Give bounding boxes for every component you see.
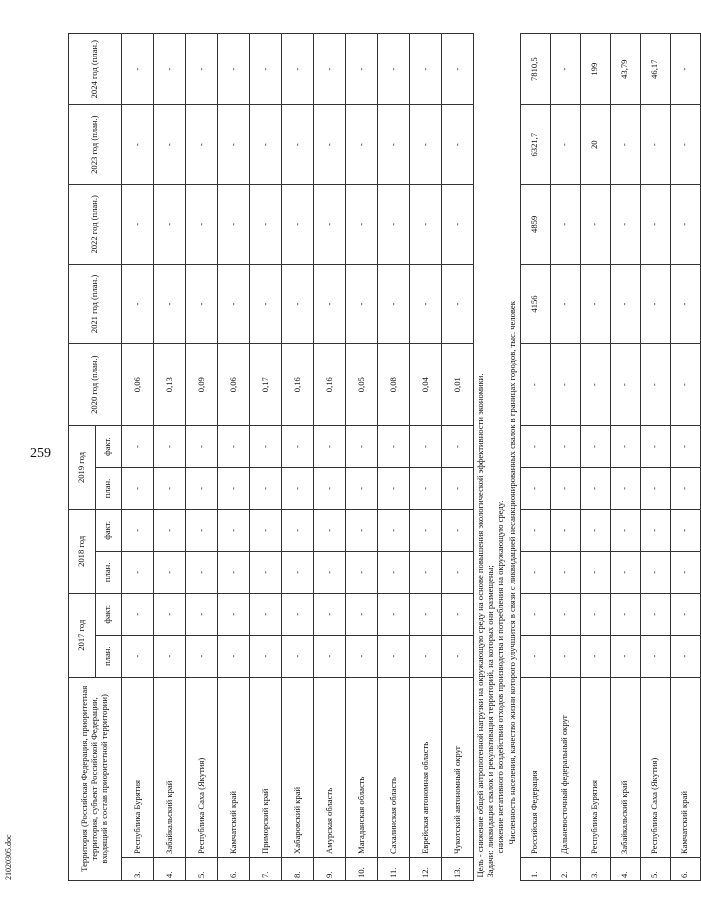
fact-header: факт. (95, 593, 122, 635)
value-cell: - (580, 593, 610, 635)
tasks-text-1: Задачи: ликвидация свалок и рекультивация территорий, на которых они размещены; (484, 565, 495, 878)
value-cell: - (610, 344, 640, 426)
table-row (186, 34, 218, 881)
table-row (282, 34, 314, 881)
value-cell: - (550, 426, 580, 468)
value-cell: - (282, 264, 314, 344)
value-cell: - (640, 105, 670, 185)
value-cell: - (122, 426, 154, 468)
value-cell: - (670, 264, 700, 344)
row-number: 9. (314, 857, 346, 880)
goal-text: Цель - снижение общей антропогенной нагрузки на окружающую среду на основе повышения экологической эффективности экономики. (475, 373, 485, 878)
value-cell: - (282, 185, 314, 265)
row-number: 10. (346, 857, 378, 880)
value-cell: - (250, 185, 282, 265)
value-cell: - (610, 264, 640, 344)
value-cell: - (346, 509, 378, 551)
value-cell: 20 (580, 105, 610, 185)
value-cell: - (580, 509, 610, 551)
value-cell: - (670, 635, 700, 677)
table-row (520, 34, 550, 881)
value-cell: 0,09 (186, 344, 218, 426)
value-cell: - (670, 593, 700, 635)
value-cell: - (186, 105, 218, 185)
value-cell: - (550, 593, 580, 635)
table-row (580, 34, 610, 881)
value-cell: - (410, 185, 442, 265)
year-2019-header: 2019 год (69, 426, 96, 510)
row-number: 1. (520, 857, 550, 880)
value-cell: - (670, 185, 700, 265)
value-cell: - (250, 635, 282, 677)
value-cell: - (250, 105, 282, 185)
value-cell: - (442, 34, 474, 105)
data-table (68, 33, 701, 881)
value-cell: - (640, 593, 670, 635)
value-cell: - (186, 593, 218, 635)
value-cell: - (314, 468, 346, 510)
table-row (610, 34, 640, 881)
value-cell: - (670, 468, 700, 510)
value-cell: - (314, 551, 346, 593)
value-cell: - (550, 105, 580, 185)
row-number: 5. (640, 857, 670, 880)
value-cell: - (378, 468, 410, 510)
value-cell: - (218, 509, 250, 551)
value-cell: - (282, 593, 314, 635)
value-cell: - (378, 635, 410, 677)
row-number: 3. (580, 857, 610, 880)
row-number: 7. (250, 857, 282, 880)
value-cell: - (670, 509, 700, 551)
value-cell: - (670, 426, 700, 468)
value-cell: - (346, 426, 378, 468)
value-cell: - (346, 34, 378, 105)
plan-header: план. (95, 468, 122, 510)
footer-filename: 21020305.doc (4, 834, 13, 880)
value-cell: - (282, 34, 314, 105)
territory-name: Республика Бурятия (580, 677, 610, 857)
plan-header: план. (95, 551, 122, 593)
value-cell: - (550, 551, 580, 593)
value-cell: - (640, 635, 670, 677)
goal-row (474, 34, 506, 881)
value-cell: - (346, 593, 378, 635)
value-cell: - (122, 593, 154, 635)
value-cell: - (154, 264, 186, 344)
value-cell: - (122, 509, 154, 551)
value-cell: - (442, 105, 474, 185)
value-cell: - (670, 344, 700, 426)
territory-name: Приморский край (250, 677, 282, 857)
table-row (154, 34, 186, 881)
value-cell: - (314, 635, 346, 677)
value-cell: - (442, 593, 474, 635)
territory-name: Чукотский автономный округ (442, 677, 474, 857)
territory-name: Еврейская автономная область (410, 677, 442, 857)
value-cell: - (218, 635, 250, 677)
value-cell: - (346, 551, 378, 593)
value-cell: - (154, 185, 186, 265)
row-number: 11. (378, 857, 410, 880)
value-cell: - (154, 468, 186, 510)
value-cell: - (550, 185, 580, 265)
year-2018-header: 2018 год (69, 509, 96, 593)
value-cell: 0,16 (282, 344, 314, 426)
value-cell: - (346, 264, 378, 344)
value-cell: - (550, 509, 580, 551)
value-cell: 0,08 (378, 344, 410, 426)
row-number: 6. (218, 857, 250, 880)
value-cell: - (410, 509, 442, 551)
year-2020-header: 2020 год (план.) (69, 344, 122, 426)
year-2021-header: 2021 год (план.) (69, 264, 122, 344)
value-cell: - (610, 468, 640, 510)
value-cell: - (250, 551, 282, 593)
value-cell: - (250, 468, 282, 510)
value-cell: 7810,5 (520, 34, 550, 105)
value-cell: - (378, 551, 410, 593)
territory-header: Территория (Российская Федерация, приоритетная территория, субъект Российской Федерации, входящий в состав приоритетной территории) (69, 677, 122, 880)
value-cell: - (378, 509, 410, 551)
territory-name: Камчатский край (218, 677, 250, 857)
value-cell: - (610, 593, 640, 635)
value-cell: 0,06 (218, 344, 250, 426)
fact-header: факт. (95, 509, 122, 551)
value-cell: - (346, 185, 378, 265)
value-cell: - (186, 264, 218, 344)
value-cell: - (520, 426, 550, 468)
value-cell: - (250, 509, 282, 551)
indicator-text: Численность населения, качество жизни которого улучшится в связи с ликвидацией несанкционированных свалок в границах городов, тыс. человек (506, 301, 517, 845)
value-cell: - (186, 551, 218, 593)
value-cell: - (410, 468, 442, 510)
territory-name: Хабаровский край (282, 677, 314, 857)
value-cell: - (442, 468, 474, 510)
value-cell: - (346, 105, 378, 185)
territory-name: Республика Бурятия (122, 677, 154, 857)
territory-name: Российская Федерация (520, 677, 550, 857)
table-row (442, 34, 474, 881)
value-cell: - (218, 593, 250, 635)
value-cell: - (410, 593, 442, 635)
plan-header: план. (95, 635, 122, 677)
table-row (122, 34, 154, 881)
table-row (314, 34, 346, 881)
territory-name: Забайкальский край (610, 677, 640, 857)
value-cell: - (378, 264, 410, 344)
value-cell: - (580, 635, 610, 677)
territory-name: Республика Саха (Якутия) (640, 677, 670, 857)
value-cell: - (550, 34, 580, 105)
value-cell: - (186, 185, 218, 265)
value-cell: - (122, 185, 154, 265)
value-cell: - (314, 34, 346, 105)
value-cell: - (640, 468, 670, 510)
value-cell: - (520, 468, 550, 510)
value-cell: - (250, 34, 282, 105)
value-cell: - (378, 426, 410, 468)
territory-name: Магаданская область (346, 677, 378, 857)
value-cell: - (442, 635, 474, 677)
year-2017-header: 2017 год (69, 593, 96, 677)
value-cell: - (154, 593, 186, 635)
value-cell: - (520, 509, 550, 551)
row-number: 8. (282, 857, 314, 880)
value-cell: - (282, 551, 314, 593)
value-cell: - (122, 551, 154, 593)
value-cell: - (282, 105, 314, 185)
value-cell: - (610, 551, 640, 593)
value-cell: - (346, 468, 378, 510)
value-cell: - (250, 426, 282, 468)
value-cell: - (122, 105, 154, 185)
value-cell: - (580, 426, 610, 468)
value-cell: - (520, 635, 550, 677)
territory-name: Амурская область (314, 677, 346, 857)
tasks-text-2: снижение негативного воздействия отходов производства и потребления на окружающую среду. (494, 500, 505, 854)
table-row (346, 34, 378, 881)
row-number: 4. (610, 857, 640, 880)
value-cell: - (218, 426, 250, 468)
value-cell: 43,79 (610, 34, 640, 105)
value-cell: - (520, 344, 550, 426)
value-cell: - (282, 509, 314, 551)
value-cell: - (442, 185, 474, 265)
value-cell: - (346, 635, 378, 677)
value-cell: - (314, 426, 346, 468)
indicator-row (506, 34, 520, 881)
value-cell: - (670, 551, 700, 593)
value-cell: - (250, 593, 282, 635)
value-cell: - (154, 635, 186, 677)
value-cell: - (314, 509, 346, 551)
value-cell: - (410, 426, 442, 468)
page-number: 259 (30, 446, 51, 461)
value-cell: - (314, 185, 346, 265)
value-cell: 46,17 (640, 34, 670, 105)
value-cell: - (154, 34, 186, 105)
row-number: 6. (670, 857, 700, 880)
value-cell: - (154, 551, 186, 593)
value-cell: - (410, 264, 442, 344)
value-cell: - (580, 264, 610, 344)
value-cell: - (640, 344, 670, 426)
value-cell: - (314, 105, 346, 185)
fact-header: факт. (95, 426, 122, 468)
value-cell: 0,05 (346, 344, 378, 426)
value-cell: - (442, 509, 474, 551)
value-cell: - (550, 468, 580, 510)
value-cell: - (640, 551, 670, 593)
value-cell: - (282, 426, 314, 468)
table-row (410, 34, 442, 881)
row-number: 2. (550, 857, 580, 880)
rotated-page (68, 26, 690, 881)
value-cell: - (520, 551, 550, 593)
table-row (550, 34, 580, 881)
value-cell: - (640, 426, 670, 468)
value-cell: - (186, 426, 218, 468)
value-cell: - (610, 635, 640, 677)
value-cell: - (186, 635, 218, 677)
value-cell: - (218, 185, 250, 265)
value-cell: - (640, 509, 670, 551)
value-cell: - (218, 551, 250, 593)
value-cell: - (550, 344, 580, 426)
value-cell: 4156 (520, 264, 550, 344)
value-cell: 0,06 (122, 344, 154, 426)
value-cell: - (122, 635, 154, 677)
value-cell: - (442, 264, 474, 344)
value-cell: - (442, 551, 474, 593)
row-number: 12. (410, 857, 442, 880)
header-row (69, 34, 96, 881)
territory-name: Дальневосточный федеральный округ (550, 677, 580, 857)
value-cell: - (378, 105, 410, 185)
year-2024-header: 2024 год (план.) (69, 34, 122, 105)
value-cell: - (122, 264, 154, 344)
value-cell: - (186, 34, 218, 105)
value-cell: 0,01 (442, 344, 474, 426)
value-cell: - (520, 593, 550, 635)
territory-name: Камчатский край (670, 677, 700, 857)
value-cell: - (610, 185, 640, 265)
territory-name: Сахалинская область (378, 677, 410, 857)
value-cell: - (250, 264, 282, 344)
value-cell: - (378, 34, 410, 105)
value-cell: 199 (580, 34, 610, 105)
table-row (250, 34, 282, 881)
value-cell: 0,04 (410, 344, 442, 426)
year-2022-header: 2022 год (план.) (69, 185, 122, 265)
row-number: 3. (122, 857, 154, 880)
row-number: 5. (186, 857, 218, 880)
territory-name: Забайкальский край (154, 677, 186, 857)
row-number: 13. (442, 857, 474, 880)
value-cell: - (378, 185, 410, 265)
value-cell: - (378, 593, 410, 635)
table-row (378, 34, 410, 881)
value-cell: - (580, 551, 610, 593)
value-cell: - (580, 344, 610, 426)
value-cell: 6321,7 (520, 105, 550, 185)
value-cell: - (186, 468, 218, 510)
value-cell: - (442, 426, 474, 468)
value-cell: - (154, 105, 186, 185)
row-number: 4. (154, 857, 186, 880)
value-cell: - (282, 468, 314, 510)
value-cell: - (122, 34, 154, 105)
value-cell: - (580, 468, 610, 510)
value-cell: 0,13 (154, 344, 186, 426)
table-row (218, 34, 250, 881)
value-cell: - (122, 468, 154, 510)
value-cell: - (410, 551, 442, 593)
table-row (640, 34, 670, 881)
value-cell: - (218, 105, 250, 185)
value-cell: - (550, 264, 580, 344)
value-cell: - (410, 34, 442, 105)
territory-name: Республика Саха (Якутия) (186, 677, 218, 857)
value-cell: - (610, 105, 640, 185)
value-cell: - (154, 426, 186, 468)
value-cell: - (670, 34, 700, 105)
value-cell: - (410, 105, 442, 185)
value-cell: - (186, 509, 218, 551)
year-2023-header: 2023 год (план.) (69, 105, 122, 185)
value-cell: 4859 (520, 185, 550, 265)
value-cell: - (610, 509, 640, 551)
value-cell: - (410, 635, 442, 677)
value-cell: - (670, 105, 700, 185)
table-row (670, 34, 700, 881)
value-cell: - (550, 635, 580, 677)
value-cell: - (218, 264, 250, 344)
value-cell: - (314, 264, 346, 344)
value-cell: - (640, 185, 670, 265)
value-cell: - (154, 509, 186, 551)
value-cell: - (580, 185, 610, 265)
value-cell: 0,17 (250, 344, 282, 426)
value-cell: - (314, 593, 346, 635)
value-cell: - (640, 264, 670, 344)
value-cell: - (610, 426, 640, 468)
value-cell: - (282, 635, 314, 677)
value-cell: - (218, 468, 250, 510)
value-cell: - (218, 34, 250, 105)
value-cell: 0,16 (314, 344, 346, 426)
